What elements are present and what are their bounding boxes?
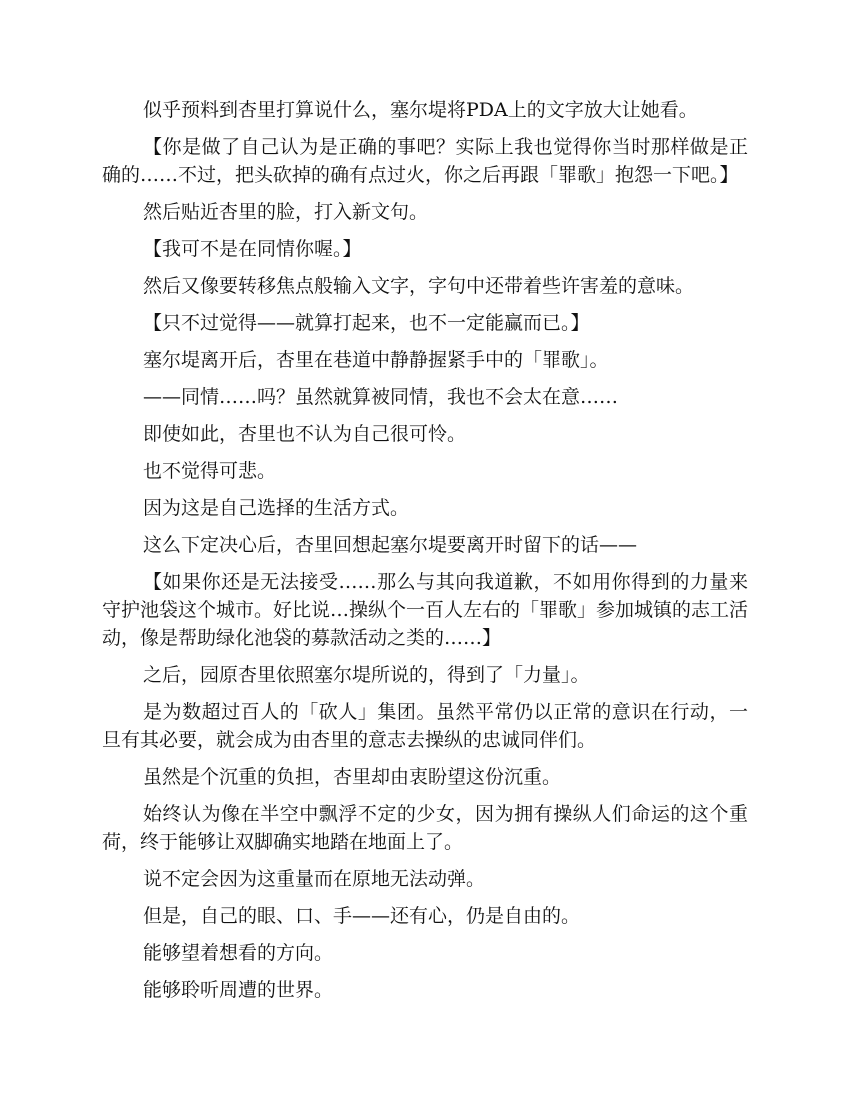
paragraph: 说不定会因为这重量而在原地无法动弹。 [143,868,486,890]
paragraph: 然后又像要转移焦点般输入文字，字句中还带着些许害羞的意味。 [143,275,695,297]
paragraph: 始终认为像在半空中飘浮不定的少女，因为拥有操纵人们命运的这个重荷，终于能够让双脚确实地踏在地面上了。 [102,803,748,853]
paragraph: 因为这是自己选择的生活方式。 [143,497,410,519]
paragraph: 【如果你还是无法接受……那么与其向我道歉，不如用你得到的力量来守护池袋这个城市。好比说…操纵个一百人左右的「罪歌」参加城镇的志工活动，像是帮助绿化池袋的募款活动之类的……】 [102,571,749,649]
paragraph: 也不觉得可悲。 [143,460,277,482]
paragraph: 之后，园原杏里依照塞尔堤所说的，得到了「力量」。 [143,664,590,686]
paragraph: 塞尔堤离开后，杏里在巷道中静静握紧手中的「罪歌」。 [143,349,609,371]
paragraph: 能够聆听周遭的世界。 [143,979,334,1001]
paragraph: ——同情……吗？虽然就算被同情，我也不会太在意…… [143,386,619,408]
paragraph: 这么下定决心后，杏里回想起塞尔堤要离开时留下的话—— [143,534,638,556]
paragraph: 【我可不是在同情你喔。】 [143,238,362,260]
paragraph: 即使如此，杏里也不认为自己很可怜。 [143,423,467,445]
paragraph: 能够望着想看的方向。 [143,942,334,964]
paragraph: 【只不过觉得——就算打起来，也不一定能赢而已。】 [143,312,590,334]
paragraph: 但是，自己的眼、口、手——还有心，仍是自由的。 [143,905,581,927]
paragraph: 然后贴近杏里的脸，打入新文句。 [143,201,429,223]
paragraph: 是为数超过百人的「砍人」集团。虽然平常仍以正常的意识在行动，一旦有其必要，就会成为由杏里的意志去操纵的忠诚同伴们。 [102,701,748,751]
document-page [102,96,748,1013]
paragraph: 虽然是个沉重的负担，杏里却由衷盼望这份沉重。 [143,766,562,788]
paragraph: 似乎预料到杏里打算说什么，塞尔堤将PDA上的文字放大让她看。 [143,99,698,121]
paragraph: 【你是做了自己认为是正确的事吧？实际上我也觉得你当时那样做是正确的……不过，把头砍掉的确有点过火，你之后再跟「罪歌」抱怨一下吧。】 [102,136,748,186]
